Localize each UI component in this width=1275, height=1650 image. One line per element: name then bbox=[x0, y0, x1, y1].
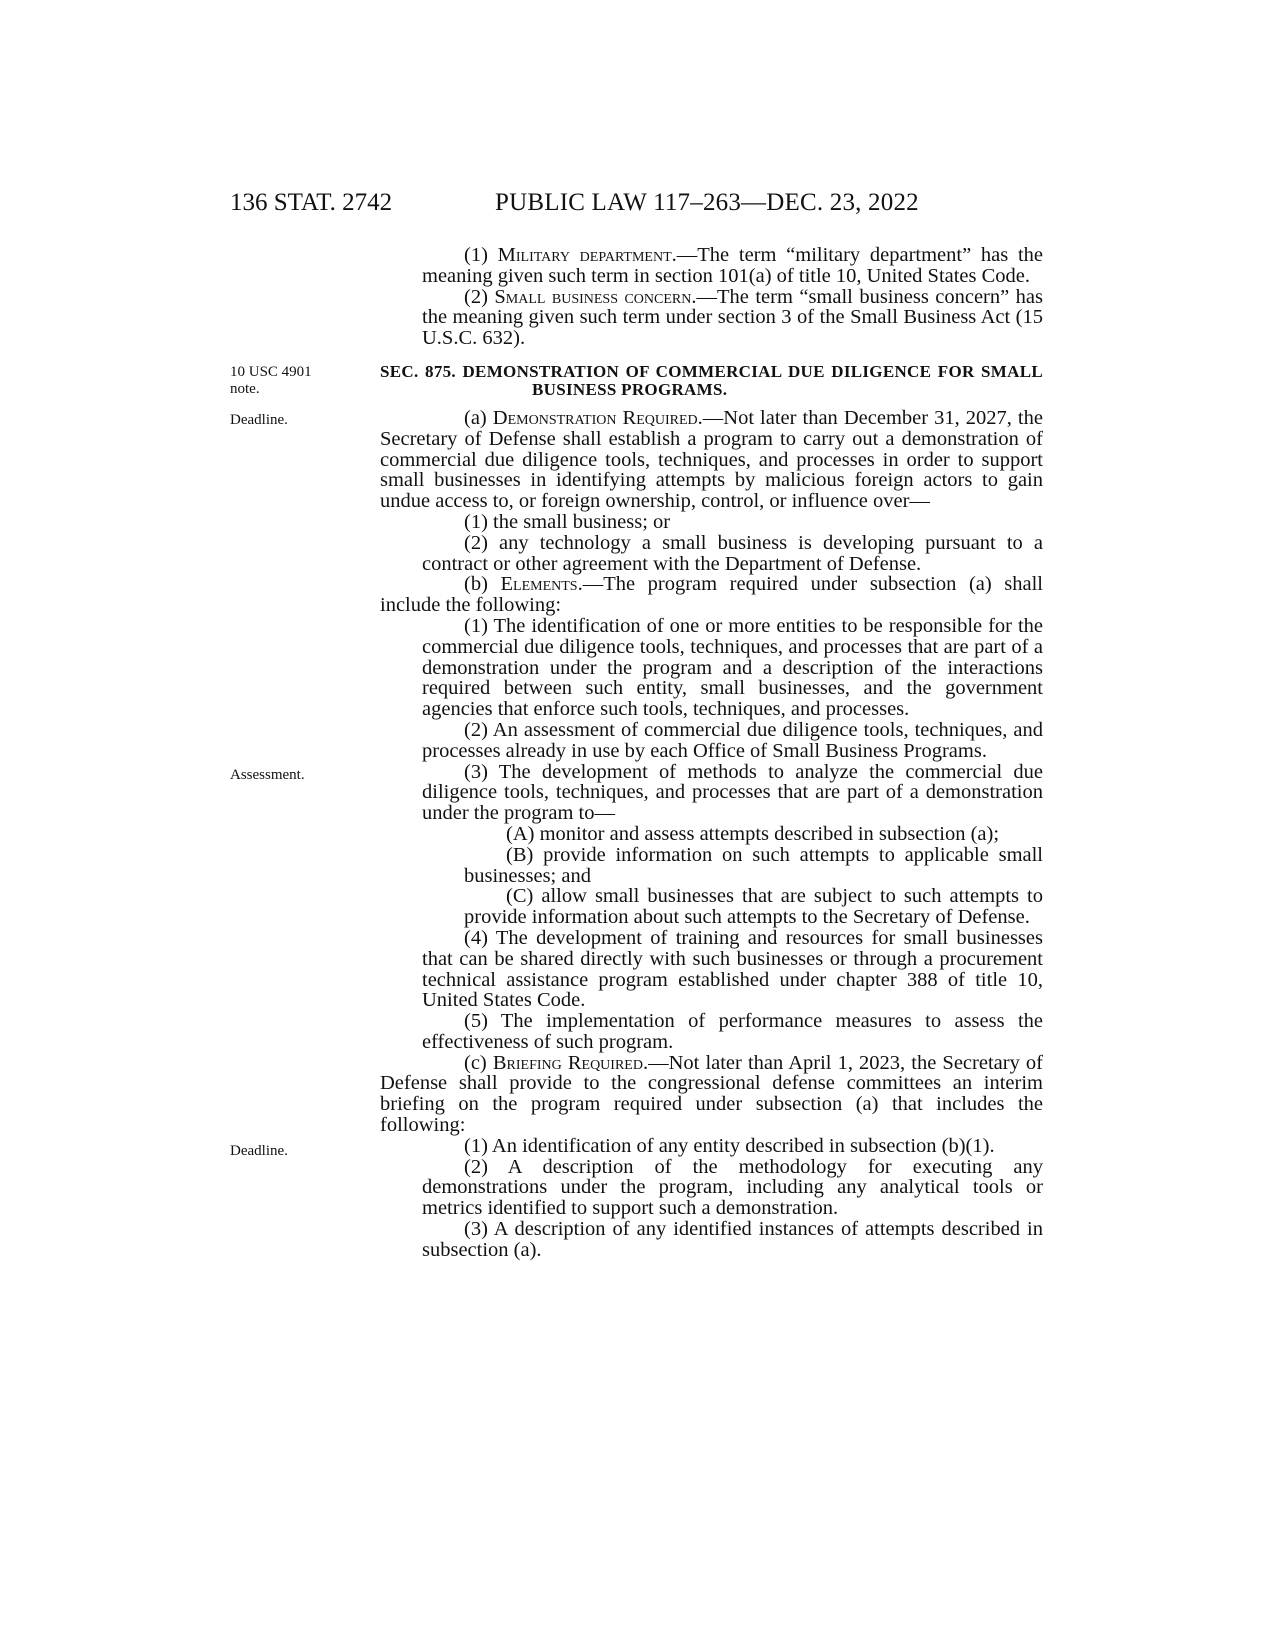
margin-note-assessment: Assessment. bbox=[230, 767, 305, 783]
subsection-b-item-3-sub-b: (B) provide information on such attempts to applicable small businesses; and bbox=[464, 843, 1043, 887]
section-heading: SEC. 875. DEMONSTRATION OF COMMERCIAL DUE DILIGENCE FOR SMALL BUSINESS PROGRAMS. bbox=[380, 361, 1043, 400]
margin-note-deadline-2: Deadline. bbox=[230, 1143, 288, 1159]
subsection-a-item-1: (1) the small business; or bbox=[464, 510, 671, 533]
margin-note-usc-line2: note. bbox=[230, 381, 260, 397]
public-law-title: PUBLIC LAW 117–263—DEC. 23, 2022 bbox=[495, 189, 919, 216]
document-body bbox=[380, 245, 1043, 1261]
definition-military-department: (1) Military department.—The term “military department” has the meaning given such term in section 101(a) of title 10, United States Code. bbox=[422, 244, 1043, 287]
subsection-c-item-2: (2) A description of the methodology for executing any demonstrations under the program, including any analytical tools or metrics identified to support such a demonstration. bbox=[422, 1155, 1043, 1220]
statute-page-number: 136 STAT. 2742 bbox=[230, 189, 393, 216]
subsection-c-item-1: (1) An identification of any entity described in subsection (b)(1). bbox=[464, 1134, 995, 1157]
page-header bbox=[0, 188, 1275, 218]
definition-small-business-concern: (2) Small business concern.—The term “small business concern” has the meaning given such term under section 3 of the Small Business Act (15 U.S.C. 632). bbox=[422, 285, 1044, 350]
margin-note-deadline-1: Deadline. bbox=[230, 412, 288, 428]
subsection-c: (c) Briefing Required.—Not later than April 1, 2023, the Secretary of Defense shall provide to the congressional defense committees an interim briefing on the program required under subsection (a) that includes the following: bbox=[380, 1051, 1043, 1137]
subsection-b-item-3-sub-c: (C) allow small businesses that are subject to such attempts to provide information about such attempts to the Secretary of Defense. bbox=[464, 885, 1043, 929]
subsection-b-item-5: (5) The implementation of performance measures to assess the effectiveness of such program. bbox=[422, 1010, 1043, 1053]
subsection-a-item-2: (2) any technology a small business is developing pursuant to a contract or other agreement with the Department of Defense. bbox=[422, 531, 1043, 575]
subsection-c-item-3: (3) A description of any identified instances of attempts described in subsection (a). bbox=[422, 1218, 1043, 1261]
margin-note-usc bbox=[230, 364, 340, 398]
subsection-b-item-3: (3) The development of methods to analyze the commercial due diligence tools, techniques, and processes that are part of a demonstration under the program to— bbox=[422, 760, 1043, 825]
subsection-b-item-4: (4) The development of training and resources for small businesses that can be shared directly with such businesses or through a procurement technical assistance program established under chapter 388 of title 10, United States Code. bbox=[422, 926, 1043, 1012]
subsection-b-item-3-sub-a: (A) monitor and assess attempts described in subsection (a); bbox=[506, 822, 1000, 845]
margin-note-usc-line1: 10 USC 4901 bbox=[230, 364, 312, 380]
subsection-b-item-2: (2) An assessment of commercial due diligence tools, techniques, and processes already in use by each Office of Small Business Programs. bbox=[422, 718, 1043, 762]
subsection-b-item-1: (1) The identification of one or more entities to be responsible for the commercial due diligence tools, techniques, and processes that are part of a demonstration under the program and a description of the interactions required between such entity, small businesses, and the government agencies that enforce such tools, techniques, and processes. bbox=[422, 614, 1043, 721]
subsection-b: (b) Elements.—The program required under subsection (a) shall include the following: bbox=[380, 573, 1044, 617]
subsection-a: (a) Demonstration Required.—Not later than December 31, 2027, the Secretary of Defense shall establish a program to carry out a demonstration of commercial due diligence tools, techniques, and processes in order to support small businesses in identifying attempts by malicious foreign actors to gain undue access to, or foreign ownership, control, or influence over— bbox=[380, 406, 1043, 513]
